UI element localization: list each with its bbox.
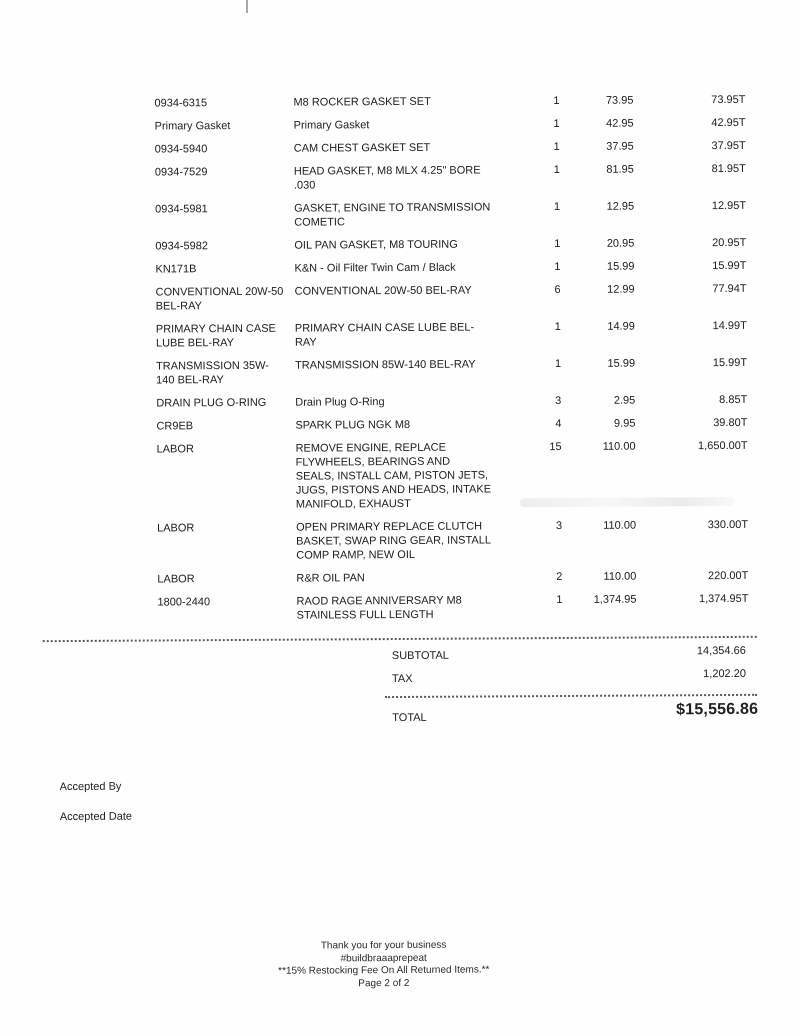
item-qty-cell: 4 xyxy=(555,418,562,431)
item-amount-cell: 1,374.95T xyxy=(698,592,749,606)
item-qty-cell: 1 xyxy=(553,141,560,154)
item-qty-cell: 1 xyxy=(554,321,561,334)
item-description-cell: HEAD GASKET, M8 MLX 4.25" BORE .030 xyxy=(293,164,481,192)
item-row xyxy=(155,139,746,157)
item-row xyxy=(157,569,748,587)
accepted-date-label: Accepted Date xyxy=(59,810,133,824)
item-amount-cell: 15.99T xyxy=(712,259,747,273)
total-divider xyxy=(385,694,757,698)
item-amount-cell: 15.99T xyxy=(712,356,748,370)
item-amount-cell: 37.95T xyxy=(711,139,746,153)
item-qty-cell: 1 xyxy=(556,594,563,607)
item-price-cell: 12.95 xyxy=(606,200,635,213)
item-qty-cell: 1 xyxy=(554,238,561,251)
item-qty-cell: 2 xyxy=(556,571,563,584)
item-part-cell: PRIMARY CHAIN CASE LUBE BEL-RAY xyxy=(155,322,276,350)
item-part-cell: TRANSMISSION 35W- 140 BEL-RAY xyxy=(156,359,269,387)
total-value: $15,556.86 xyxy=(676,700,759,719)
item-amount-cell: 1,650.00T xyxy=(697,439,748,453)
item-amount-cell: 77.94T xyxy=(712,282,747,296)
item-description-cell: OPEN PRIMARY REPLACE CLUTCH BASKET, SWAP RING GEAR, INSTALL COMP RAMP, NEW OIL xyxy=(296,520,491,562)
item-price-cell: 110.00 xyxy=(602,440,636,453)
item-part-cell: 0934-5940 xyxy=(154,143,208,156)
item-part-cell: CONVENTIONAL 20W-50 BEL-RAY xyxy=(155,285,284,313)
item-row xyxy=(155,162,746,194)
item-price-cell: 15.99 xyxy=(606,260,635,273)
footer-page-number: Page 2 of 2 xyxy=(358,977,410,989)
item-row xyxy=(155,236,746,254)
item-price-cell: 2.95 xyxy=(613,394,636,407)
item-amount-cell: 12.95T xyxy=(711,199,747,213)
item-row xyxy=(156,393,747,411)
item-description-cell: RAOD RAGE ANNIVERSARY M8 STAINLESS FULL LENGTH xyxy=(296,594,462,622)
item-part-cell: 1800-2440 xyxy=(157,596,211,609)
item-amount-cell: 330.00T xyxy=(707,518,749,532)
item-amount-cell: 81.95T xyxy=(711,162,746,176)
item-row xyxy=(156,356,747,388)
item-price-cell: 110.00 xyxy=(603,519,637,532)
items-totals-divider xyxy=(43,636,757,642)
item-part-cell: 0934-7529 xyxy=(154,166,208,179)
item-amount-cell: 42.95T xyxy=(711,116,746,130)
page-footer xyxy=(3,938,765,993)
item-description-cell: CAM CHEST GASKET SET xyxy=(293,141,431,155)
total-label: TOTAL xyxy=(392,711,427,725)
item-row xyxy=(156,319,747,351)
item-price-cell: 42.95 xyxy=(606,117,634,130)
item-qty-cell: 1 xyxy=(553,201,561,214)
item-price-cell: 110.00 xyxy=(603,570,637,583)
item-qty-cell: 1 xyxy=(553,95,560,108)
item-qty-cell: 15 xyxy=(549,441,562,454)
item-qty-cell: 6 xyxy=(554,284,561,297)
item-row xyxy=(154,93,745,111)
item-qty-cell: 3 xyxy=(555,520,563,533)
item-part-cell: CR9EB xyxy=(156,420,194,433)
item-price-cell: 1,374.95 xyxy=(593,593,637,606)
footer-thank-you: Thank you for your business xyxy=(320,939,447,952)
item-price-cell: 15.99 xyxy=(607,357,636,370)
item-amount-cell: 14.99T xyxy=(712,319,747,333)
item-description-cell: GASKET, ENGINE TO TRANSMISSION COMETIC xyxy=(294,201,491,229)
item-description-cell: K&N - Oil Filter Twin Cam / Black xyxy=(294,261,456,275)
item-part-cell: 0934-5982 xyxy=(155,240,208,253)
item-description-cell: TRANSMISSION 85W-140 BEL-RAY xyxy=(295,358,476,372)
item-price-cell: 14.99 xyxy=(607,320,635,333)
item-price-cell: 81.95 xyxy=(606,163,634,176)
item-part-cell: DRAIN PLUG O-RING xyxy=(156,396,267,410)
item-price-cell: 9.95 xyxy=(613,417,636,430)
item-description-cell: REMOVE ENGINE, REPLACE FLYWHEELS, BEARINGS AND SEALS, INSTALL CAM, PISTON JETS, JUGS, PISTONS AND HEADS, INTAKE MANIFOLD, EXHAUST xyxy=(295,441,492,511)
item-part-cell: KN171B xyxy=(155,263,197,276)
item-price-cell: 73.95 xyxy=(605,94,634,107)
item-row xyxy=(155,259,746,277)
item-row xyxy=(156,282,747,314)
subtotal-value: 14,354.66 xyxy=(696,644,746,658)
item-price-cell: 20.95 xyxy=(606,237,635,250)
item-part-cell: Primary Gasket xyxy=(154,120,231,133)
footer-restocking-notice: **15% Restocking Fee On All Returned Items.** xyxy=(278,964,490,977)
item-part-cell: LABOR xyxy=(157,522,195,535)
item-description-cell: Primary Gasket xyxy=(293,119,370,132)
item-qty-cell: 1 xyxy=(554,261,561,274)
item-amount-cell: 20.95T xyxy=(712,236,747,250)
item-qty-cell: 1 xyxy=(553,164,560,177)
item-part-cell: 0934-6315 xyxy=(154,97,208,110)
item-part-cell: LABOR xyxy=(157,573,195,586)
item-part-cell: LABOR xyxy=(156,443,194,456)
item-description-cell: Drain Plug O-Ring xyxy=(295,396,385,409)
item-description-cell: OIL PAN GASKET, M8 TOURING xyxy=(294,238,458,252)
item-qty-cell: 1 xyxy=(554,358,562,371)
item-row xyxy=(155,199,746,231)
item-qty-cell: 1 xyxy=(553,118,560,131)
item-description-cell: CONVENTIONAL 20W-50 BEL-RAY xyxy=(294,284,472,298)
item-qty-cell: 3 xyxy=(555,395,562,408)
tax-label: TAX xyxy=(391,672,413,686)
scan-smudge-artifact xyxy=(520,497,735,507)
item-amount-cell: 73.95T xyxy=(711,93,746,107)
item-description-cell: R&R OIL PAN xyxy=(296,572,365,585)
item-description-cell: M8 ROCKER GASKET SET xyxy=(293,95,431,109)
items-table xyxy=(154,93,748,633)
item-price-cell: 12.99 xyxy=(607,283,635,296)
item-row xyxy=(155,116,746,134)
tax-value: 1,202.20 xyxy=(703,667,746,681)
item-amount-cell: 39.80T xyxy=(713,416,748,430)
item-price-cell: 37.95 xyxy=(606,140,634,153)
item-row xyxy=(157,592,748,624)
item-part-cell: 0934-5981 xyxy=(155,203,208,216)
item-description-cell: PRIMARY CHAIN CASE LUBE BEL- RAY xyxy=(294,321,475,349)
item-row xyxy=(157,518,748,564)
item-description-cell: SPARK PLUG NGK M8 xyxy=(295,418,411,432)
footer-hashtag: #buildbraaaprepeat xyxy=(340,952,427,964)
accepted-by-label: Accepted By xyxy=(59,780,122,794)
subtotal-label: SUBTOTAL xyxy=(391,649,449,663)
item-amount-cell: 8.85T xyxy=(719,393,748,407)
item-amount-cell: 220.00T xyxy=(707,569,749,583)
item-row xyxy=(156,416,747,434)
